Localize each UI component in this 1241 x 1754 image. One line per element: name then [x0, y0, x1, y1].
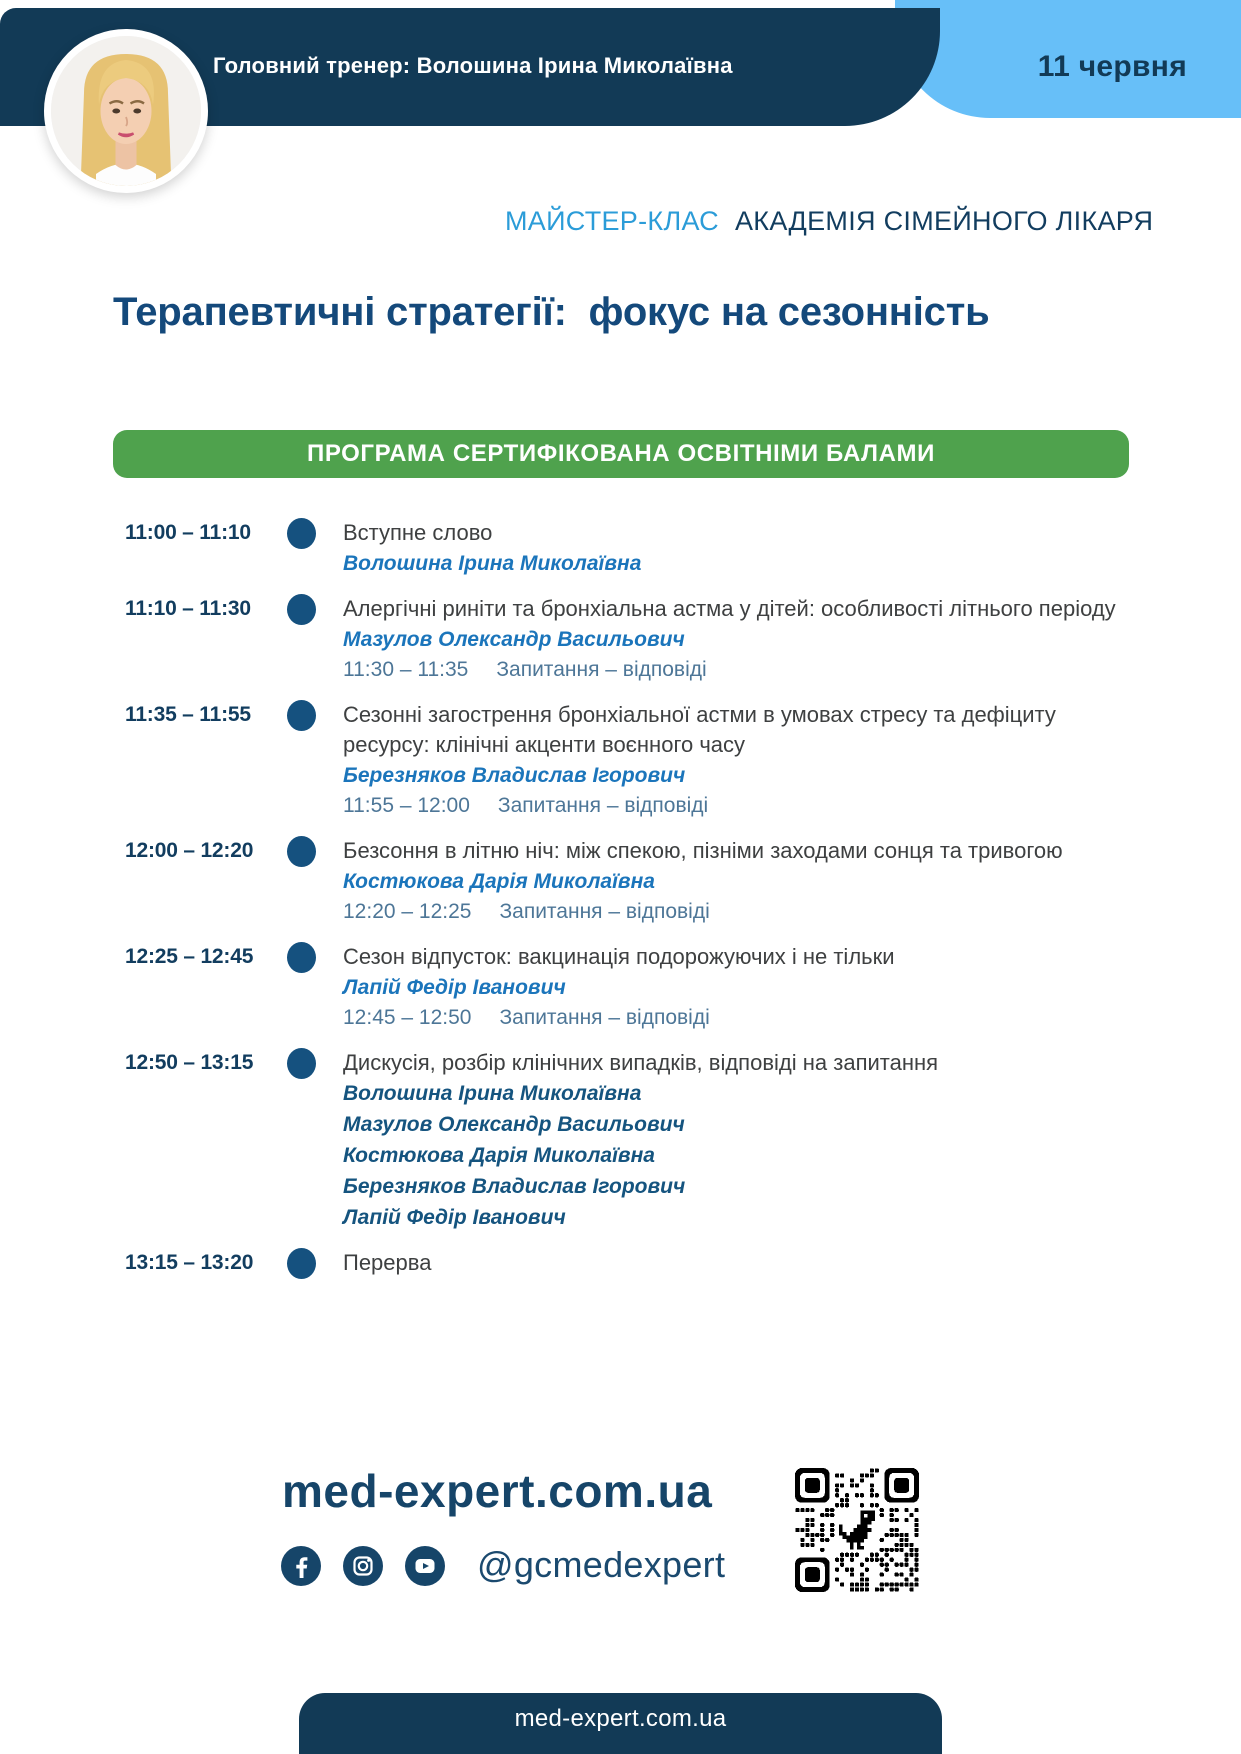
qa-line [343, 791, 1130, 821]
trainer-portrait-illustration [51, 36, 201, 186]
facebook-icon[interactable] [281, 1546, 321, 1586]
social-handle: @gcmedexpert [477, 1544, 726, 1585]
event-type-line [505, 206, 1153, 237]
event-date: 11 червня [1037, 50, 1187, 83]
qa-time: 11:55 – 12:00 [343, 794, 470, 817]
session-time: 13:15 – 13:20 [125, 1251, 254, 1274]
qa-time: 11:30 – 11:35 [343, 658, 469, 681]
bottom-bar [299, 1693, 942, 1754]
trainer-avatar [44, 29, 208, 193]
session-content [343, 836, 1130, 927]
qa-label: Запитання – відповіді [499, 900, 710, 923]
bullet-dot-icon [287, 594, 316, 625]
qa-line [343, 897, 1130, 927]
session-content [343, 942, 1130, 1033]
schedule-row [125, 1048, 1130, 1233]
session-speaker: Костюкова Дарія Миколаївна [343, 870, 655, 893]
social-icons-row [281, 1546, 445, 1586]
trainer-label: Головний тренер: Волошина Ірина Миколаївна [213, 53, 733, 78]
schedule-row [125, 594, 1130, 685]
instagram-icon[interactable] [343, 1546, 383, 1586]
session-content [343, 594, 1130, 685]
qa-time: 12:20 – 12:25 [343, 900, 472, 923]
youtube-icon[interactable] [405, 1546, 445, 1586]
bullet-dot-icon [287, 1248, 316, 1279]
session-speaker: Волошина Ірина Миколаївна [343, 552, 642, 575]
qa-line [343, 655, 1130, 685]
session-content [343, 700, 1130, 821]
session-speaker: Волошина Ірина Миколаївна [343, 1082, 642, 1105]
bullet-dot-icon [287, 518, 316, 549]
session-speaker: Лапій Федір Іванович [343, 1206, 566, 1229]
session-content [343, 1248, 1130, 1278]
bullet-dot-icon [287, 942, 316, 973]
session-speaker: Березняков Владислав Ігорович [343, 1175, 686, 1198]
bullet-dot-icon [287, 700, 316, 731]
session-speaker: Березняков Владислав Ігорович [343, 764, 686, 787]
session-content [343, 1048, 1130, 1233]
session-title: Сезонні загострення бронхіальної астми в умовах стресу та дефіциту ресурсу: клінічні акценти воєнного часу [343, 702, 1056, 757]
session-speaker: Мазулов Олександр Васильович [343, 1113, 685, 1136]
session-time: 12:25 – 12:45 [125, 945, 254, 968]
session-title: Перерва [343, 1250, 432, 1275]
qr-code [795, 1468, 919, 1592]
qa-label: Запитання – відповіді [496, 658, 707, 681]
session-time: 11:35 – 11:55 [125, 703, 251, 726]
qa-time: 12:45 – 12:50 [343, 1006, 472, 1029]
session-speaker: Лапій Федір Іванович [343, 976, 566, 999]
website-link[interactable]: med-expert.com.ua [282, 1465, 713, 1517]
session-time: 11:00 – 11:10 [125, 521, 251, 544]
session-time: 12:00 – 12:20 [125, 839, 254, 862]
session-content [343, 518, 1130, 579]
qa-label: Запитання – відповіді [499, 1006, 710, 1029]
masterclass-badge: МАЙСТЕР-КЛАС [505, 206, 719, 236]
schedule-row [125, 836, 1130, 927]
schedule-row [125, 518, 1130, 579]
qr-code-image [795, 1468, 919, 1592]
session-title: Дискусія, розбір клінічних випадків, відповіді на запитання [343, 1050, 939, 1075]
schedule-row [125, 700, 1130, 821]
certification-banner-label: ПРОГРАМА СЕРТИФІКОВАНА ОСВІТНІМИ БАЛАМИ [307, 440, 935, 467]
qa-label: Запитання – відповіді [497, 794, 709, 817]
session-speaker: Мазулов Олександр Васильович [343, 628, 685, 651]
session-time: 11:10 – 11:30 [125, 597, 251, 620]
schedule-row [125, 942, 1130, 1033]
page-title: Терапевтичні стратегії: фокус на сезонність [113, 290, 990, 334]
bottom-bar-website: med-expert.com.ua [514, 1705, 727, 1732]
certification-banner [113, 430, 1129, 478]
session-speaker: Костюкова Дарія Миколаївна [343, 1144, 655, 1167]
schedule-row [125, 1248, 1130, 1279]
academy-label: АКАДЕМІЯ СІМЕЙНОГО ЛІКАРЯ [734, 206, 1154, 236]
bullet-dot-icon [287, 836, 316, 867]
session-title: Вступне слово [343, 520, 493, 545]
bullet-dot-icon [287, 1048, 316, 1079]
session-title: Безсоння в літню ніч: між спекою, пізніми заходами сонця та тривогою [343, 838, 1063, 863]
session-title: Сезон відпусток: вакцинація подорожуючих і не тільки [343, 944, 895, 969]
schedule-list [125, 518, 1130, 1294]
qa-line [343, 1003, 1130, 1033]
session-title: Алергічні риніти та бронхіальна астма у дітей: особливості літнього періоду [343, 596, 1116, 621]
session-time: 12:50 – 13:15 [125, 1051, 254, 1074]
